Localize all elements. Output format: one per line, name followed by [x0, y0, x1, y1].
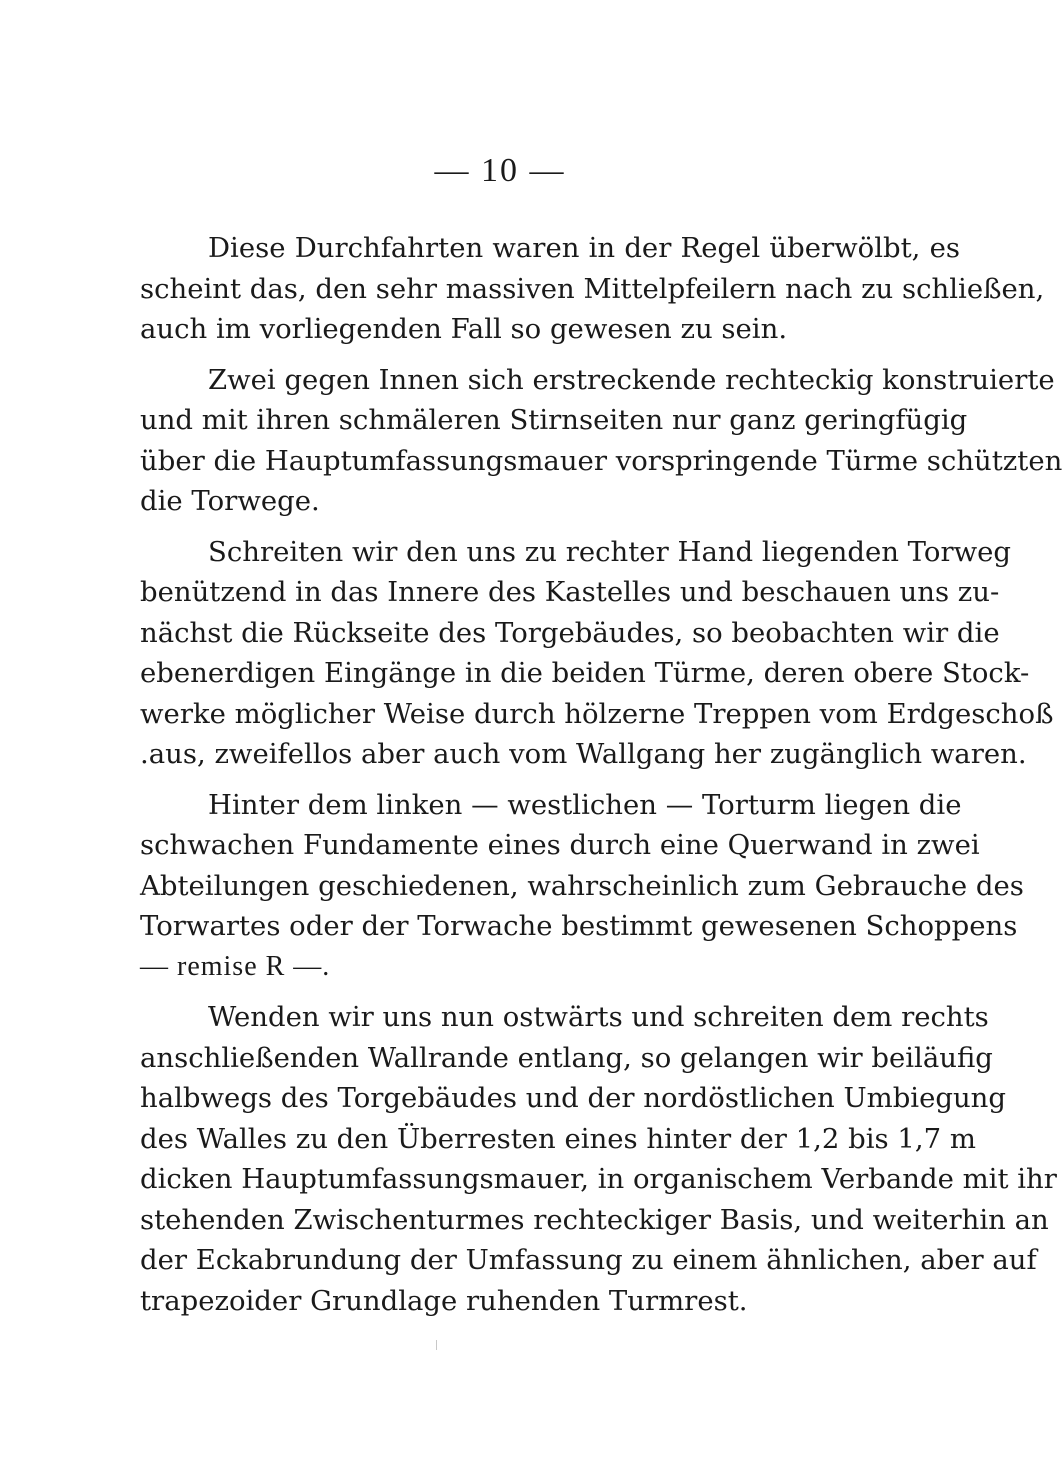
text-line: — remise R —. [140, 950, 331, 982]
text-line: Diese Durchfahrten waren in der Regel überwölbt, es [208, 232, 960, 264]
text-line: Zwei gegen Innen sich erstreckende rechteckig konstruierte [208, 363, 1055, 396]
text-line: die Torwege. [140, 485, 320, 517]
paragraph [140, 228, 1045, 350]
paper-speck [436, 1340, 437, 1350]
text-line: Hinter dem linken — westlichen — Torturm liegen die [208, 788, 962, 821]
text-line: trapezoider Grundlage ruhenden Turmrest. [140, 1284, 748, 1317]
text-line: nächst die Rückseite des Torgebäudes, so beobachten wir die [140, 616, 1000, 649]
text-line: anschließenden Wallrande entlang, so gelangen wir beiläufig [140, 1041, 993, 1074]
body-text [140, 228, 1062, 1331]
text-line: werke möglicher Weise durch hölzerne Treppen vom Erdgeschoß [140, 697, 1054, 730]
text-line: stehenden Zwischenturmes rechteckiger Basis, und weiterhin an [140, 1203, 1049, 1236]
text-line: Schreiten wir den uns zu rechter Hand liegenden Torweg [208, 535, 1012, 568]
text-line: benützend in das Innere des Kastelles und beschauen uns zu- [140, 576, 1000, 608]
text-line: und mit ihren schmäleren Stirnseiten nur ganz geringfügig [140, 404, 968, 436]
paragraph [140, 997, 1057, 1321]
text-line: .aus, zweifellos aber auch vom Wallgang her zugänglich waren. [140, 738, 1027, 770]
text-line: des Walles zu den Überresten eines hinter der 1,2 bis 1,7 m [140, 1122, 976, 1155]
text-line: scheint das, den sehr massiven Mittelpfeilern nach zu schließen, [140, 272, 1045, 305]
text-line: der Eckabrundung der Umfassung zu einem ähnlichen, aber auf [140, 1244, 1037, 1276]
text-line: ebenerdigen Eingänge in die beiden Türme, deren obere Stock- [140, 657, 1030, 689]
text-line: halbwegs des Torgebäudes und der nordöstlichen Umbiegung [140, 1082, 1006, 1114]
text-line: Wenden wir uns nun ostwärts und schreiten dem rechts [208, 1001, 989, 1033]
paragraph [140, 360, 1062, 522]
text-line: über die Hauptumfassungsmauer vorspringende Türme schützten [140, 444, 1062, 477]
text-line: Torwartes oder der Torwache bestimmt gewesenen Schoppens [140, 910, 1018, 942]
paragraph [140, 532, 1054, 775]
paragraph [140, 785, 1024, 988]
text-line: schwachen Fundamente eines durch eine Querwand in zwei [140, 829, 980, 861]
text-line: dicken Hauptumfassungsmauer, in organischem Verbande mit ihr [140, 1163, 1057, 1195]
page-number: — 10 — [434, 152, 566, 189]
text-line: auch im vorliegenden Fall so gewesen zu sein. [140, 313, 788, 345]
text-line: Abteilungen geschiedenen, wahrscheinlich zum Gebrauche des [140, 869, 1024, 902]
